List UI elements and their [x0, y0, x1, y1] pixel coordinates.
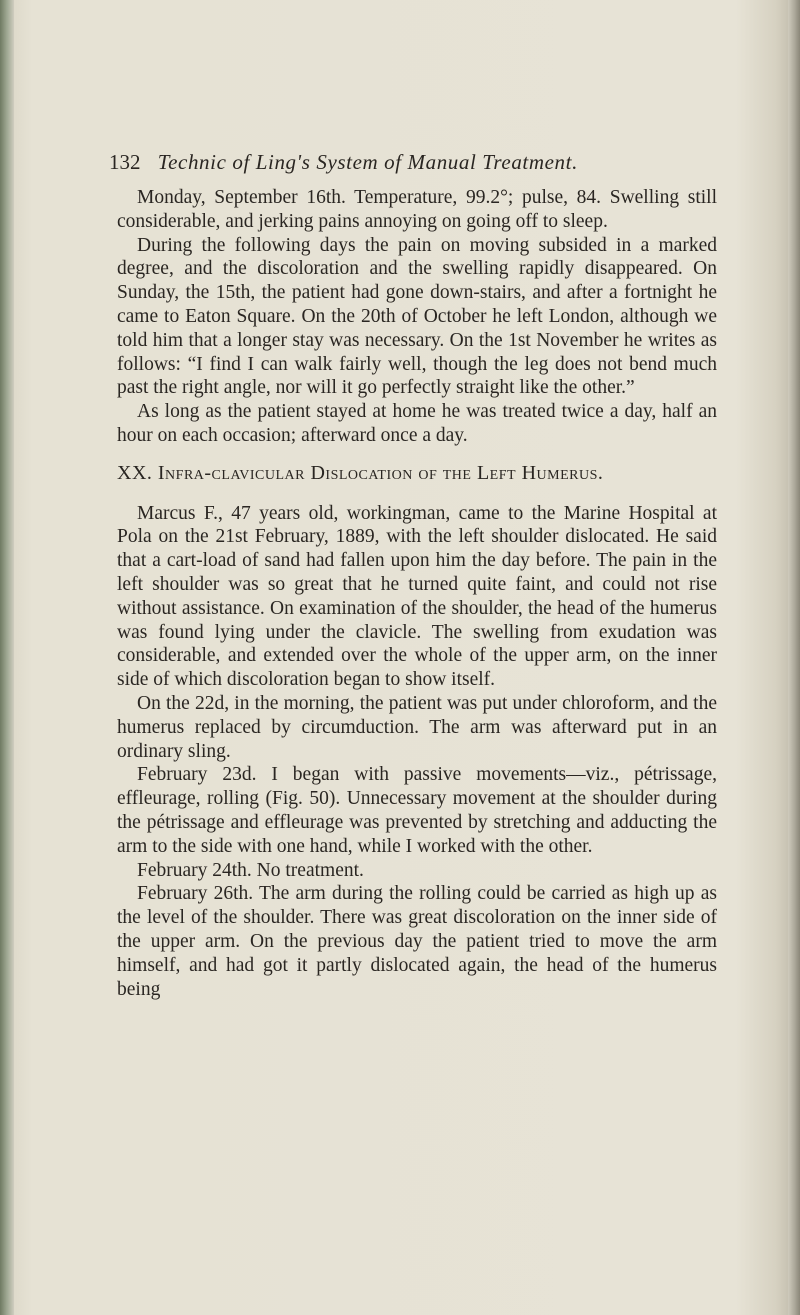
page-binding-edge: [0, 0, 14, 1315]
running-title: Technic of Ling's System of Manual Treatment.: [157, 150, 578, 174]
paragraph: February 26th. The arm during the rolling could be carried as high up as the level of the shoulder. There was great discoloration on the inner side of the upper arm. On the previous day the patient tried to move the arm himself, and had got it partly dislocated again, the head of the humerus being: [117, 883, 717, 1000]
paragraph: February 23d. I began with passive movements—viz., pétrissage, effleurage, rolling (Fig. 50). Unnecessary movement at the shoulder during the pétrissage and effleurage was prevented by stretching and adducting the arm to the side with one hand, while I worked with the other.: [117, 764, 717, 857]
paragraph: On the 22d, in the morning, the patient was put under chloroform, and the humerus replaced by circumduction. The arm was afterward put in an ordinary sling.: [117, 692, 717, 762]
paragraph: Monday, September 16th. Temperature, 99.2°; pulse, 84. Swelling still considerable, and jerking pains annoying on going off to sleep.: [117, 187, 717, 232]
paragraph: During the following days the pain on moving subsided in a marked degree, and the discoloration and the swelling rapidly disappeared. On Sunday, the 15th, the patient had gone down-stairs, and after a fortnight he came to Eaton Square. On the 20th of October he left London, although we told him that a longer stay was necessary. On the 1st November he writes as follows: “I find I can walk fairly well, though the leg does not bend much past the right angle, nor will it go perfectly straight like the other.”: [117, 234, 717, 399]
paragraph: Marcus F., 47 years old, workingman, came to the Marine Hospital at Pola on the 21st February, 1889, with the left shoulder dislocated. He said that a cart-load of sand had fallen upon him the day before. The pain in the left shoulder was so great that he turned quite faint, and could not rise without assistance. On examination of the shoulder, the head of the humerus was found lying under the clavicle. The swelling from exudation was considerable, and extended over the whole of the upper arm, on the inner side of which discoloration began to show itself.: [117, 502, 717, 691]
section-heading: XX. Infra-clavicular Dislocation of the Left Humerus.: [117, 461, 604, 484]
paragraph: As long as the patient stayed at home he was treated twice a day, half an hour on each occasion; afterward once a day.: [117, 401, 717, 446]
page-number: 132: [109, 150, 141, 174]
body-text: [117, 186, 717, 1001]
paragraph: February 24th. No treatment.: [137, 859, 364, 881]
running-header: [109, 150, 709, 175]
page-outer-edge: [788, 0, 800, 1315]
